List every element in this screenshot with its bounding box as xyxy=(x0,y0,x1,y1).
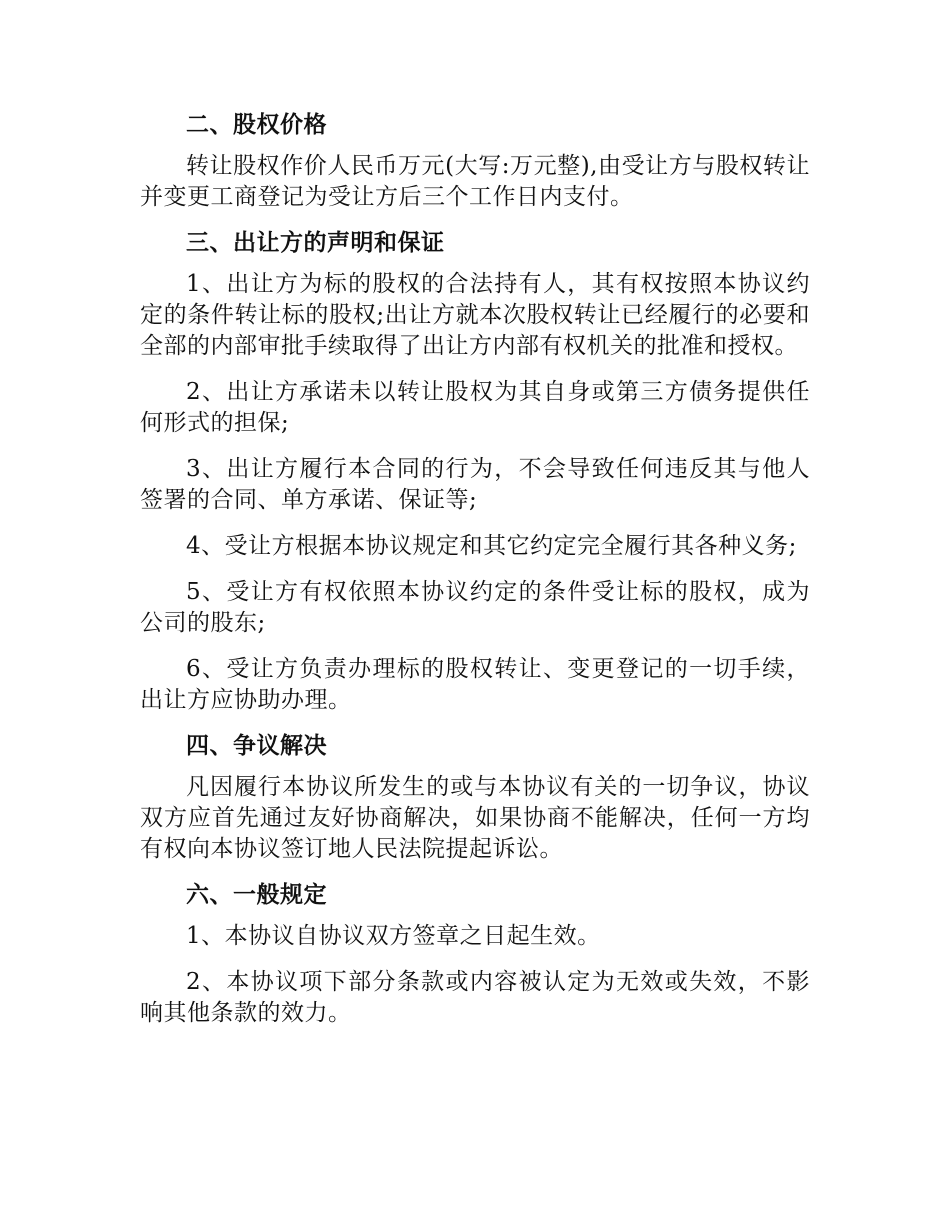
section-heading-transferor-warranties: 三、出让方的声明和保证 xyxy=(186,230,445,256)
paragraph: 1、出让方为标的股权的合法持有人，其有权按照本协议约定的条件转让标的股权;出让方就本次股权转让已经履行的必要和全部的内部审批手续取得了出让方内部有权机关的批准和授权。 xyxy=(140,271,810,359)
section-heading-price: 二、股权价格 xyxy=(186,112,327,138)
paragraph: 2、本协议项下部分条款或内容被认定为无效或失效，不影响其他条款的效力。 xyxy=(140,969,810,1026)
paragraph: 5、受让方有权依照本协议约定的条件受让标的股权，成为公司的股东; xyxy=(140,579,810,636)
paragraph: 1、本协议自协议双方签章之日起生效。 xyxy=(186,923,601,949)
paragraph: 凡因履行本协议所发生的或与本协议有关的一切争议，协议双方应首先通过友好协商解决，如果协商不能解决，任何一方均有权向本协议签订地人民法院提起诉讼。 xyxy=(140,774,810,862)
document-page xyxy=(140,110,810,1044)
paragraph: 2、出让方承诺未以转让股权为其自身或第三方债务提供任何形式的担保; xyxy=(140,379,810,436)
paragraph: 4、受让方根据本协议规定和其它约定完全履行其各种义务; xyxy=(186,533,797,559)
section-heading-dispute-resolution: 四、争议解决 xyxy=(186,733,327,759)
paragraph: 3、出让方履行本合同的行为，不会导致任何违反其与他人签署的合同、单方承诺、保证等; xyxy=(140,456,810,513)
paragraph: 6、受让方负责办理标的股权转让、变更登记的一切手续，出让方应协助办理。 xyxy=(140,656,810,713)
section-heading-general-provisions: 六、一般规定 xyxy=(186,882,327,908)
paragraph: 转让股权作价人民币万元(大写:万元整),由受让方与股权转让并变更工商登记为受让方后三个工作日内支付。 xyxy=(140,153,810,210)
